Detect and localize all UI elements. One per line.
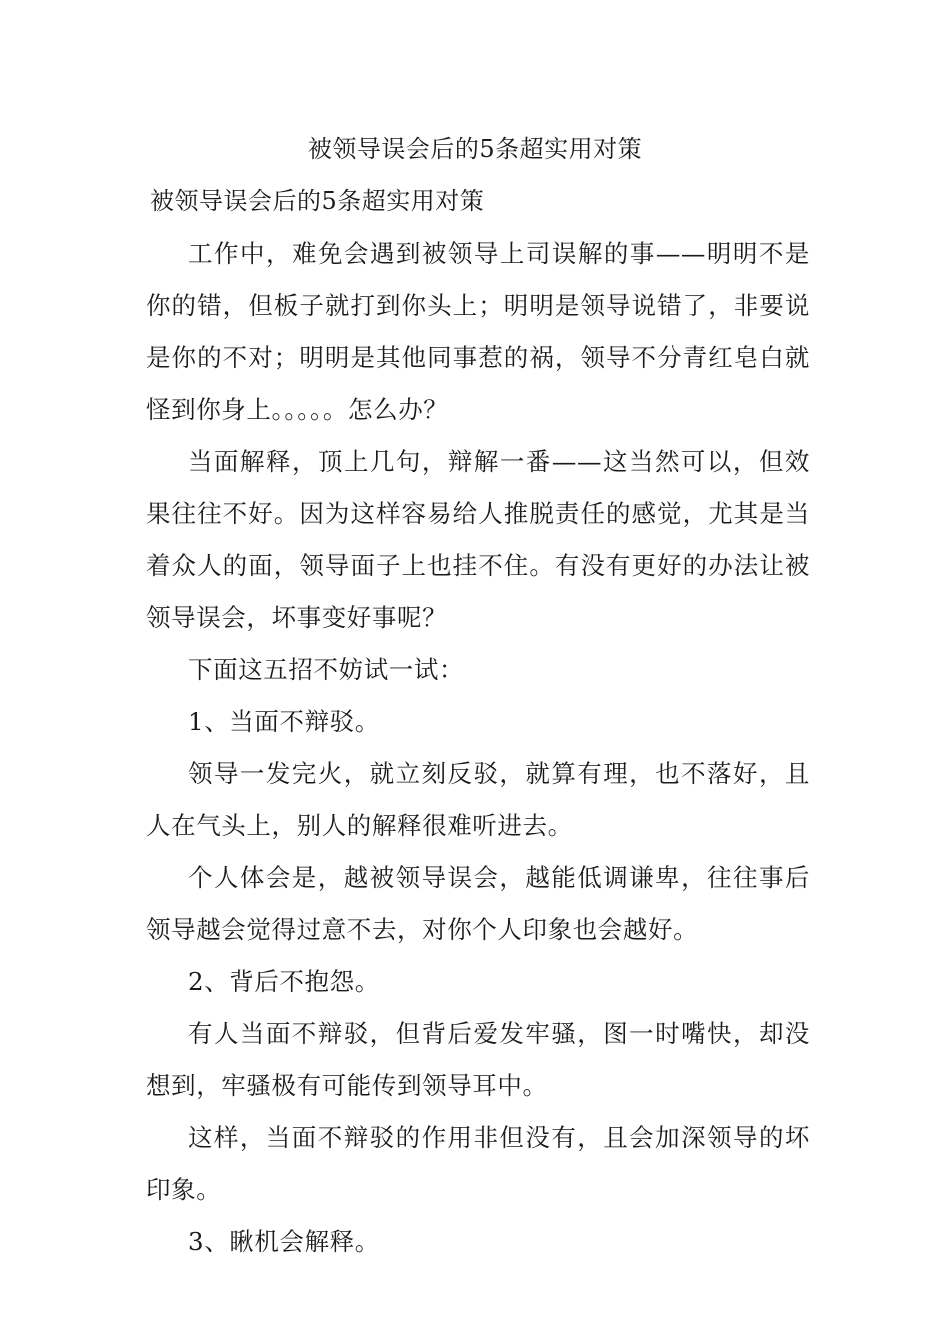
paragraph: 下面这五招不妨试一试： — [188, 655, 465, 684]
document-body — [146, 228, 810, 1268]
section-heading: 2、背后不抱怨。 — [188, 967, 380, 996]
document-title: 被领导误会后的5条超实用对策 — [307, 135, 643, 163]
paragraph: 领导一发完火，就立刻反驳，就算有理，也不落好，且人在气头上，别人的解释很难听进去。 — [146, 759, 810, 840]
paragraph: 个人体会是，越被领导误会，越能低调谦卑，往往事后领导越会觉得过意不去，对你个人印象也会越好。 — [146, 863, 810, 944]
section-heading: 1、当面不辩驳。 — [188, 707, 380, 736]
paragraph: 这样，当面不辩驳的作用非但没有，且会加深领导的坏印象。 — [146, 1123, 810, 1204]
document-subtitle: 被领导误会后的5条超实用对策 — [150, 187, 485, 215]
paragraph: 当面解释，顶上几句，辩解一番——这当然可以，但效果往往不好。因为这样容易给人推脱责任的感觉，尤其是当着众人的面，领导面子上也挂不住。有没有更好的办法让被领导误会，坏事变好事呢？ — [146, 447, 810, 632]
paragraph: 工作中，难免会遇到被领导上司误解的事——明明不是你的错，但板子就打到你头上；明明是领导说错了，非要说是你的不对；明明是其他同事惹的祸，领导不分青红皂白就怪到你身上。。。。。怎么办？ — [146, 239, 810, 424]
paragraph: 有人当面不辩驳，但背后爱发牢骚，图一时嘴快，却没想到，牢骚极有可能传到领导耳中。 — [146, 1019, 810, 1100]
section-heading: 3、瞅机会解释。 — [188, 1227, 380, 1256]
